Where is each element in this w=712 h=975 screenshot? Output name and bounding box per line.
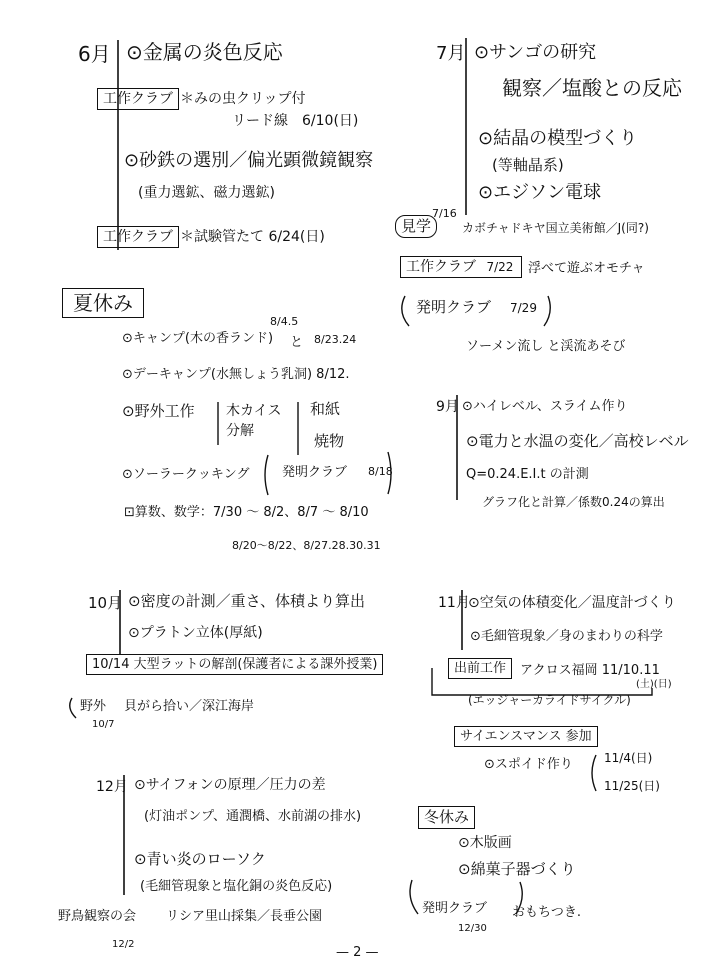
july-topic-2: ⊙結晶の模型づくり [478,128,638,149]
june-club-1-text-a: ＊みの虫クリップ付 [180,91,306,107]
october-field-text: 貝がら拾い／深江海岸 [124,699,255,714]
december-party-date: 12/2 [112,939,135,950]
june-topic-2-sub: (重力選鉱、磁力選鉱) [138,185,275,201]
november-item-1: ⊙空気の体積変化／温度計づくり [468,595,676,611]
july-topic-1: ⊙サンゴの研究 [474,42,597,63]
july-club-label [400,256,522,278]
november-demo-days: (土)(日) [636,679,672,690]
july-topic-3: ⊙エジソン電球 [478,182,602,203]
summer-item-5-line-2: 8/20～8/22、8/27.28.30.31 [232,539,381,552]
summer-item-3-a: 木カイス [226,403,282,419]
summer-item-4: ⊙ソーラークッキング [122,467,250,482]
summer-item-1-and: と [290,335,304,350]
december-month: 12月 [96,779,128,795]
june-topic-1: ⊙金属の炎色反応 [126,40,283,64]
november-item-3: ⊙スポイド作り [484,757,573,772]
july-month: 7月 [436,43,466,64]
winter-invent-text: おもちつき. [512,905,582,920]
summer-item-3-b: 和紙 [310,400,341,418]
july-club-date: 7/22 [486,260,514,274]
october-item-1: ⊙密度の計測／重さ、体積より算出 [128,592,365,610]
november-demo-label: 出前工作 [448,658,512,679]
november-sci-label: サイエンスマンス 参加 [454,726,598,747]
december-item-2: ⊙青い炎のローソク [134,850,266,868]
october-field-label: 野外 [80,699,107,714]
september-item-4: グラフ化と計算／係数0.24の算出 [482,495,665,509]
winter-item-1: ⊙木版画 [458,835,512,851]
june-club-1-label: 工作クラブ [97,88,179,110]
june-club-1-text-b: リード線 6/10(日) [232,113,359,129]
june-club-2-label: 工作クラブ [97,226,179,248]
summer-item-4-date: 8/18 [368,465,393,478]
summer-item-3-a2: 分解 [226,423,254,439]
june-club-2-text: ＊試験管たて 6/24(日) [180,229,325,245]
october-box-text: 10/14 大型ラットの解剖(保護者による課外授業) [86,654,383,675]
july-visit-date: 7/16 [432,207,457,220]
september-item-3: Q=0.24.E.I.t の計測 [466,467,589,482]
winter-invent-label: 発明クラブ [422,901,488,916]
winter-title: 冬休み [418,806,475,829]
october-field-date: 10/7 [92,719,115,730]
november-demo-sub: (エッジャーカライドサイクル) [468,693,631,707]
december-item-2-sub: (毛細管現象と塩化銅の炎色反応) [140,879,333,894]
july-invent-text: ソーメン流し と渓流あそび [466,339,626,354]
september-item-1: ⊙ハイレベル、スライム作り [462,399,628,414]
summer-item-1: ⊙キャンプ(木の香ランド) [122,331,274,346]
winter-invent-date: 12/30 [458,923,487,934]
july-invent-label: 発明クラブ [416,298,492,316]
september-item-2: ⊙電力と水温の変化／高校レベル [466,432,689,450]
summer-item-4-club: 発明クラブ [282,465,348,480]
november-month: 11月 [438,595,470,611]
july-visit-label: 見学 [395,215,437,238]
november-item-3-date-2: 11/25(日) [604,779,660,793]
summer-item-3: ⊙野外工作 [122,402,195,420]
december-item-1: ⊙サイフォンの原理／圧力の差 [134,777,326,793]
november-demo-text: アクロス福岡 11/10.11 [520,663,660,678]
summer-item-5: ⊡算数、数学：7/30 ～ 8/2、8/7 ～ 8/10 [124,505,369,520]
december-party: 野鳥観察の会 [58,909,137,924]
june-month: 6月 [78,42,111,66]
july-topic-2-sub: (等軸晶系) [492,156,564,174]
summer-item-3-b2: 焼物 [314,432,345,450]
november-item-2: ⊙毛細管現象／身のまわりの科学 [470,629,663,644]
november-item-3-date-1: 11/4(日) [604,751,653,765]
june-topic-2: ⊙砂鉄の選別／偏光顕微鏡観察 [124,150,374,171]
october-item-2: ⊙プラトン立体(厚紙) [128,625,263,641]
december-item-1-sub: (灯油ポンプ、通潤橋、水前湖の排水) [144,809,362,824]
july-topic-1-sub: 観察／塩酸との反応 [502,76,682,100]
summer-item-1-dates-2: 8/23.24 [314,333,357,346]
july-invent-date: 7/29 [510,301,537,315]
summer-item-2: ⊙デーキャンプ(水無しょう乳洞) 8/12. [122,367,350,382]
page-number: — 2 — [336,945,379,960]
winter-item-2: ⊙綿菓子器づくり [458,860,576,878]
july-club-label-text: 工作クラブ [406,259,476,275]
october-month: 10月 [88,594,123,612]
summer-title: 夏休み [62,288,144,318]
july-visit-text: カボチャドキヤ国立美術館／J(同?) [462,221,649,235]
summer-item-1-dates: 8/4.5 [270,315,299,328]
september-month: 9月 [436,399,459,415]
december-party-text: リシア里山採集／長垂公園 [166,909,323,924]
july-club-text: 浮べて遊ぶオモチャ [528,261,645,276]
